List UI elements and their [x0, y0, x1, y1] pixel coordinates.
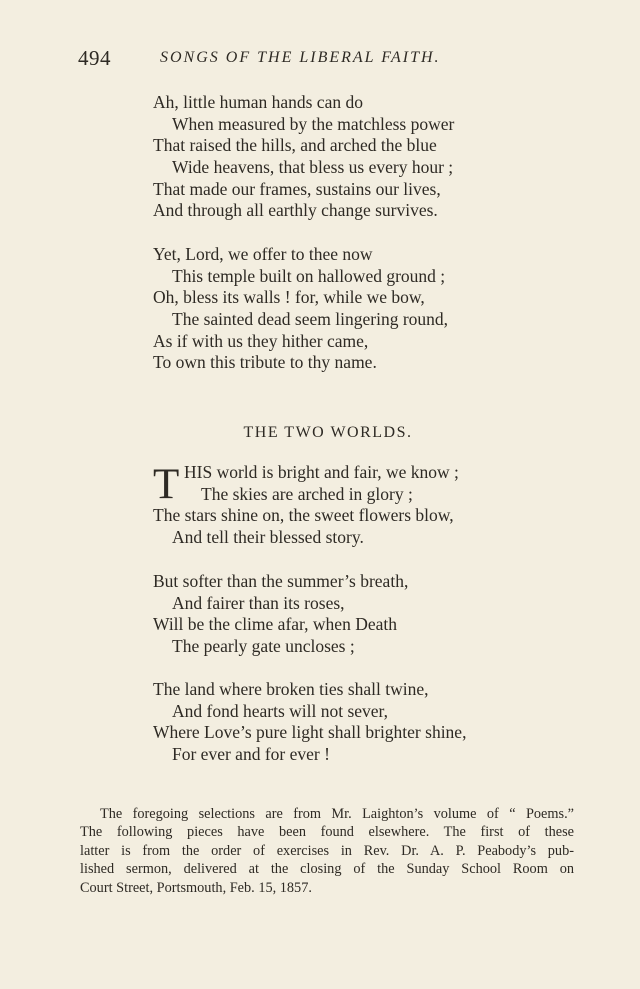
- verse-line: Wide heavens, that bless us every hour ;: [172, 157, 454, 178]
- verse-line: And fairer than its roses,: [172, 592, 345, 613]
- verse-line: For ever and for ever !: [172, 744, 330, 765]
- verse-line: The skies are arched in glory ;: [201, 483, 413, 504]
- poem-title: THE TWO WORLDS.: [243, 424, 413, 441]
- verse-line: The stars shine on, the sweet flowers blow,: [153, 505, 454, 526]
- verse-line: That raised the hills, and arched the blue: [153, 135, 437, 156]
- verse-line: And tell their blessed story.: [172, 527, 364, 548]
- verse-line: This temple built on hallowed ground ;: [172, 265, 446, 286]
- drop-cap: T: [153, 461, 180, 508]
- verse-line: Will be the clime afar, when Death: [153, 614, 397, 635]
- verse-line: Yet, Lord, we offer to thee now: [153, 244, 373, 264]
- editorial-note: [80, 805, 574, 897]
- page-header: [78, 46, 498, 72]
- verse-line: Oh, bless its walls ! for, while we bow,: [153, 287, 425, 308]
- note-line: lished sermon, delivered at the closing of the Sunday School Room on: [80, 861, 574, 878]
- verse-line: Where Love’s pure light shall brighter shine,: [153, 722, 467, 743]
- verse-line: To own this tribute to thy name.: [153, 352, 377, 373]
- verse-line: The pearly gate uncloses ;: [172, 636, 355, 657]
- page-number: 494: [78, 46, 111, 70]
- note-line: The foregoing selections are from Mr. Laighton’s volume of “ Poems.”: [100, 806, 574, 822]
- verse-line: But softer than the summer’s breath,: [153, 571, 409, 591]
- verse-line: And through all earthly change survives.: [153, 200, 438, 221]
- note-line: Court Street, Portsmouth, Feb. 15, 1857.: [80, 879, 312, 896]
- verse-line: The sainted dead seem lingering round,: [172, 309, 449, 330]
- drop-cap-block: [153, 461, 553, 508]
- verse-line: Ah, little human hands can do: [153, 92, 363, 112]
- verse-line: As if with us they hither came,: [153, 330, 369, 351]
- poem1-stanza-2: [153, 244, 553, 374]
- poem2-stanza-2: [153, 571, 553, 658]
- verse-line: And fond hearts will not sever,: [172, 700, 389, 721]
- note-line: The following pieces have been found elsewhere. The first of these: [80, 824, 574, 841]
- poem2-stanza-1: [153, 462, 553, 549]
- verse-line: HIS world is bright and fair, we know ;: [184, 462, 459, 482]
- note-line: latter is from the order of exercises in Rev. Dr. A. P. Peabody’s pub-: [80, 842, 574, 859]
- poem1-stanza-1: [153, 92, 553, 222]
- running-head: SONGS OF THE LIBERAL FAITH.: [160, 49, 441, 66]
- verse-line: When measured by the matchless power: [172, 113, 455, 134]
- verse-line: The land where broken ties shall twine,: [153, 679, 429, 699]
- poem2-stanza-3: [153, 679, 553, 766]
- verse-line: That made our frames, sustains our lives,: [153, 178, 441, 199]
